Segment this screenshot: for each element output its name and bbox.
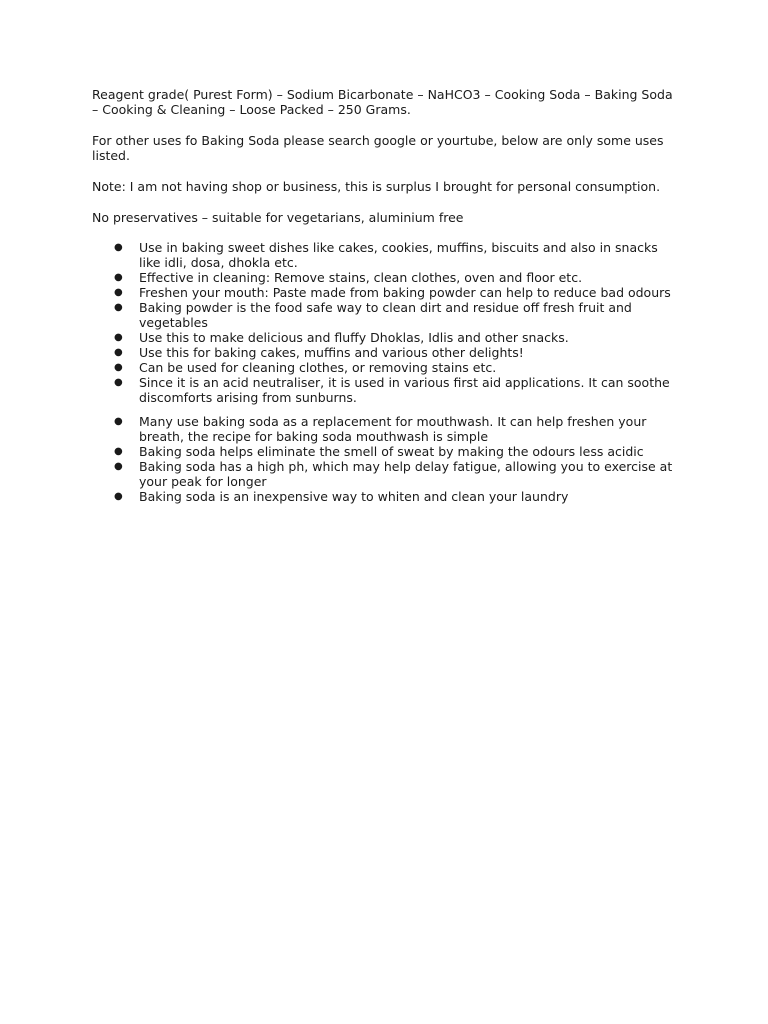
- bullet-icon: ●: [114, 377, 123, 388]
- list-item: [92, 444, 682, 459]
- bullet-icon: ●: [114, 302, 123, 313]
- bullet-icon: ●: [114, 242, 123, 253]
- bullet-icon: ●: [114, 446, 123, 457]
- other-uses-paragraph: For other uses fo Baking Soda please search google or yourtube, below are only some uses listed.: [92, 133, 664, 163]
- list-item: [92, 270, 682, 285]
- list-item: [92, 345, 682, 360]
- list-item: [92, 375, 682, 405]
- bullet-icon: ●: [114, 287, 123, 298]
- list-item-text: Use this to make delicious and fluffy Dhoklas, Idlis and other snacks.: [139, 330, 569, 345]
- list-item-text: Baking soda has a high ph, which may help delay fatigue, allowing you to exercise at your peak for longer: [139, 459, 673, 489]
- bullet-icon: ●: [114, 272, 123, 283]
- list-item-text: Baking soda helps eliminate the smell of sweat by making the odours less acidic: [139, 444, 644, 459]
- preservatives-paragraph: No preservatives – suitable for vegetarians, aluminium free: [92, 210, 464, 225]
- list-item-text: Freshen your mouth: Paste made from baking powder can help to reduce bad odours: [139, 285, 671, 300]
- list-item: [92, 240, 682, 270]
- list-item-text: Since it is an acid neutraliser, it is used in various first aid applications. It can soothe discomforts arising from sunburns.: [139, 375, 670, 405]
- list-item-text: Use this for baking cakes, muffins and various other delights!: [139, 345, 524, 360]
- list-item: [92, 414, 682, 444]
- product-title-paragraph: Reagent grade( Purest Form) – Sodium Bicarbonate – NaHCO3 – Cooking Soda – Baking Soda – Cooking & Cleaning – Loose Packed – 250 Grams.: [92, 87, 673, 117]
- uses-list-1: [92, 240, 682, 405]
- note-paragraph: Note: I am not having shop or business, this is surplus I brought for personal consumption.: [92, 179, 661, 194]
- list-item-text: Can be used for cleaning clothes, or removing stains etc.: [139, 360, 497, 375]
- bullet-icon: ●: [114, 332, 123, 343]
- list-item: [92, 360, 682, 375]
- list-item-text: Use in baking sweet dishes like cakes, cookies, muffins, biscuits and also in snacks like idli, dosa, dhokla etc.: [139, 240, 658, 270]
- list-item: [92, 489, 682, 504]
- bullet-icon: ●: [114, 347, 123, 358]
- list-item: [92, 300, 682, 330]
- document-page: [92, 87, 682, 504]
- list-item-text: Many use baking soda as a replacement for mouthwash. It can help freshen your breath, the recipe for baking soda mouthwash is simple: [139, 414, 647, 444]
- list-item: [92, 330, 682, 345]
- bullet-icon: ●: [114, 362, 123, 373]
- list-item-text: Effective in cleaning: Remove stains, clean clothes, oven and floor etc.: [139, 270, 583, 285]
- list-item-text: Baking powder is the food safe way to clean dirt and residue off fresh fruit and vegetables: [139, 300, 632, 330]
- bullet-icon: ●: [114, 491, 123, 502]
- uses-list-2: [92, 414, 682, 504]
- list-item-text: Baking soda is an inexpensive way to whiten and clean your laundry: [139, 489, 569, 504]
- bullet-icon: ●: [114, 416, 123, 427]
- bullet-icon: ●: [114, 461, 123, 472]
- list-item: [92, 285, 682, 300]
- list-item: [92, 459, 682, 489]
